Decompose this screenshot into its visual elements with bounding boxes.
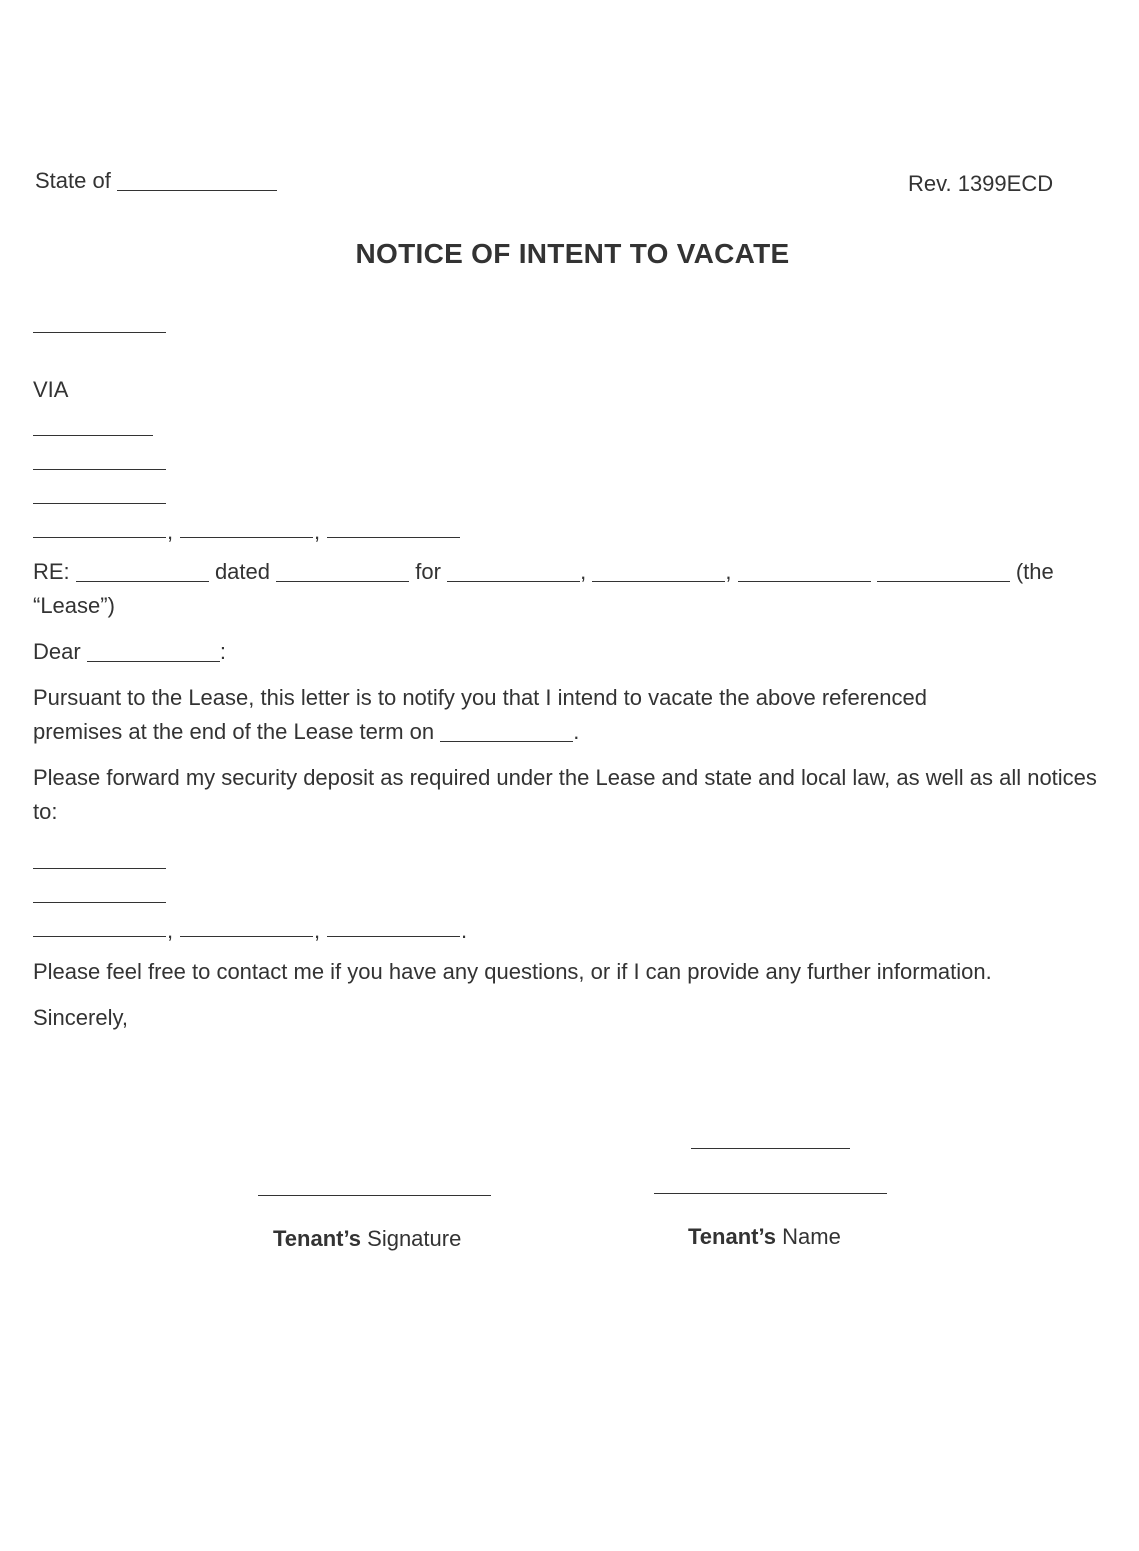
document-title: NOTICE OF INTENT TO VACATE <box>355 238 790 269</box>
notify-paragraph-line1: Pursuant to the Lease, this letter is to notify you that I intend to vacate the above referenced <box>33 685 927 710</box>
vacate-date-blank[interactable] <box>440 721 573 742</box>
tenant-name-printed-blank[interactable] <box>691 1148 850 1149</box>
salutation-prefix: Dear <box>33 639 81 664</box>
comma: , <box>580 559 587 584</box>
tenant-name-line[interactable] <box>654 1193 887 1194</box>
tenant-name-label <box>688 1224 841 1250</box>
re-line <box>33 555 1054 589</box>
forwarding-zip-blank[interactable] <box>327 936 460 937</box>
period: . <box>461 918 468 943</box>
notify-paragraph-line2 <box>33 715 579 749</box>
lease-name-blank[interactable] <box>76 561 209 582</box>
comma: , <box>167 918 174 943</box>
salutation <box>33 635 226 669</box>
date-blank[interactable] <box>33 332 166 333</box>
forwarding-city-blank[interactable] <box>33 936 166 937</box>
recipient-address-line2-blank[interactable] <box>33 503 166 504</box>
signature-label-bold: Tenant’s <box>273 1226 362 1251</box>
lease-date-blank[interactable] <box>276 561 409 582</box>
state-blank[interactable] <box>117 170 277 191</box>
state-field <box>35 164 277 198</box>
name-label-rest: Name <box>782 1224 841 1249</box>
recipient-address-line1-blank[interactable] <box>33 469 166 470</box>
forwarding-state-blank[interactable] <box>180 936 313 937</box>
comma: , <box>314 918 321 943</box>
via-label: VIA <box>33 377 69 402</box>
re-continuation: “Lease”) <box>33 593 115 618</box>
re-for: for <box>415 559 441 584</box>
revision-code: Rev. 1399ECD <box>908 171 1054 196</box>
forwarding-address-line1-blank[interactable] <box>33 868 166 869</box>
closing: Sincerely, <box>33 1005 128 1030</box>
comma: , <box>725 559 732 584</box>
signature-label-rest: Signature <box>367 1226 462 1251</box>
premises-zip-blank[interactable] <box>877 561 1010 582</box>
comma: , <box>167 519 174 544</box>
premises-state-blank[interactable] <box>738 561 871 582</box>
recipient-zip-blank[interactable] <box>327 537 460 538</box>
recipient-city-blank[interactable] <box>33 537 166 538</box>
premises-city-blank[interactable] <box>592 561 725 582</box>
recipient-state-blank[interactable] <box>180 537 313 538</box>
salutation-colon: : <box>219 639 226 664</box>
name-label-bold: Tenant’s <box>688 1224 777 1249</box>
tenant-signature-label <box>273 1226 461 1252</box>
re-prefix: RE: <box>33 559 70 584</box>
forwarding-address-line2-blank[interactable] <box>33 902 166 903</box>
re-dated: dated <box>214 559 270 584</box>
state-label: State of <box>35 168 111 193</box>
recipient-name-blank[interactable] <box>33 435 153 436</box>
comma: , <box>314 519 321 544</box>
contact-paragraph: Please feel free to contact me if you have any questions, or if I can provide any further information. <box>33 959 992 984</box>
period: . <box>573 719 580 744</box>
tenant-signature-line[interactable] <box>258 1195 491 1196</box>
landlord-name-blank[interactable] <box>87 641 220 662</box>
premises-address-blank[interactable] <box>447 561 580 582</box>
re-suffix: (the <box>1015 559 1054 584</box>
notify-text: premises at the end of the Lease term on <box>33 719 435 744</box>
deposit-paragraph: Please forward my security deposit as required under the Lease and state and local law, as well as all notices to: <box>33 765 1097 824</box>
